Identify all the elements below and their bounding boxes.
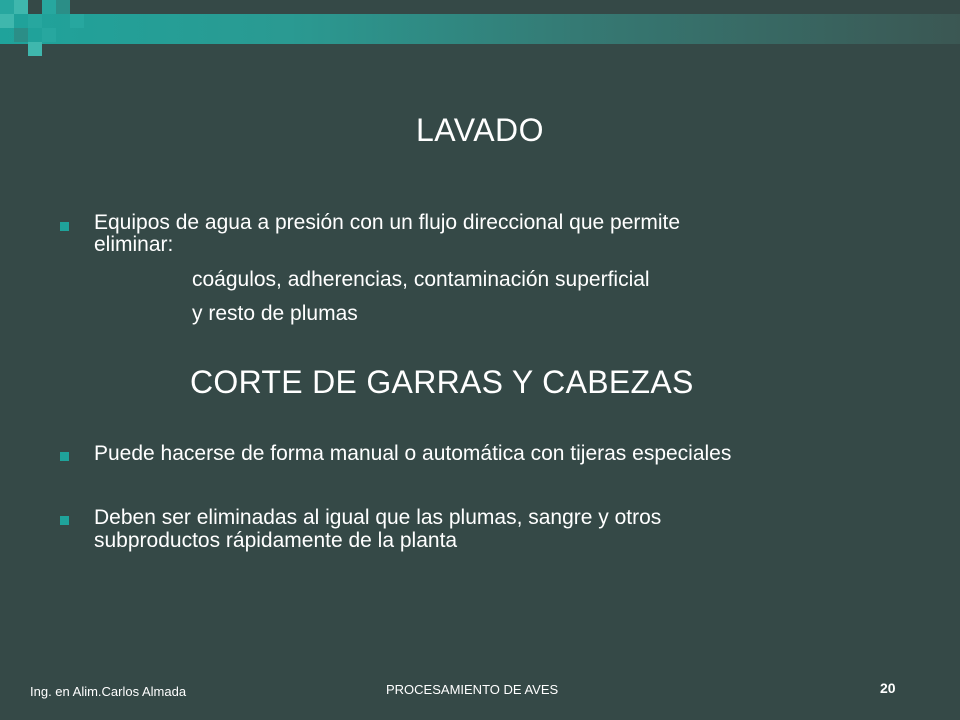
decor-square <box>70 14 84 28</box>
decor-square <box>14 28 28 42</box>
slide-title: LAVADO <box>415 112 545 148</box>
decor-square <box>28 14 42 28</box>
bullet-1-line-1: Equipos de agua a presión con un flujo direccional que permite <box>94 211 681 234</box>
decor-square <box>14 0 28 14</box>
bullet-marker <box>60 222 69 231</box>
decor-square <box>28 42 42 56</box>
indented-line-1: coágulos, adherencias, contaminación superficial <box>192 268 650 291</box>
bullet-3-line-2: subproductos rápidamente de la planta <box>94 529 458 552</box>
decor-square <box>56 0 70 14</box>
bullet-1-line-2: eliminar: <box>94 233 174 256</box>
page-number: 20 <box>880 680 896 696</box>
bullet-2-text: Puede hacerse de forma manual o automática con tijeras especiales <box>94 442 732 465</box>
decor-square <box>0 14 14 28</box>
decor-square <box>42 0 56 14</box>
section-subtitle: CORTE DE GARRAS Y CABEZAS <box>190 364 694 400</box>
indented-line-2: y resto de plumas <box>192 302 358 325</box>
bullet-3-line-1: Deben ser eliminadas al igual que las plumas, sangre y otros <box>94 506 662 529</box>
footer-course-title: PROCESAMIENTO DE AVES <box>386 682 559 697</box>
bullet-marker <box>60 516 69 525</box>
decor-square <box>0 0 14 14</box>
bullet-marker <box>60 452 69 461</box>
decor-square <box>42 28 56 42</box>
footer-author: Ing. en Alim.Carlos Almada <box>30 684 187 699</box>
header-decoration-bar <box>0 14 960 44</box>
